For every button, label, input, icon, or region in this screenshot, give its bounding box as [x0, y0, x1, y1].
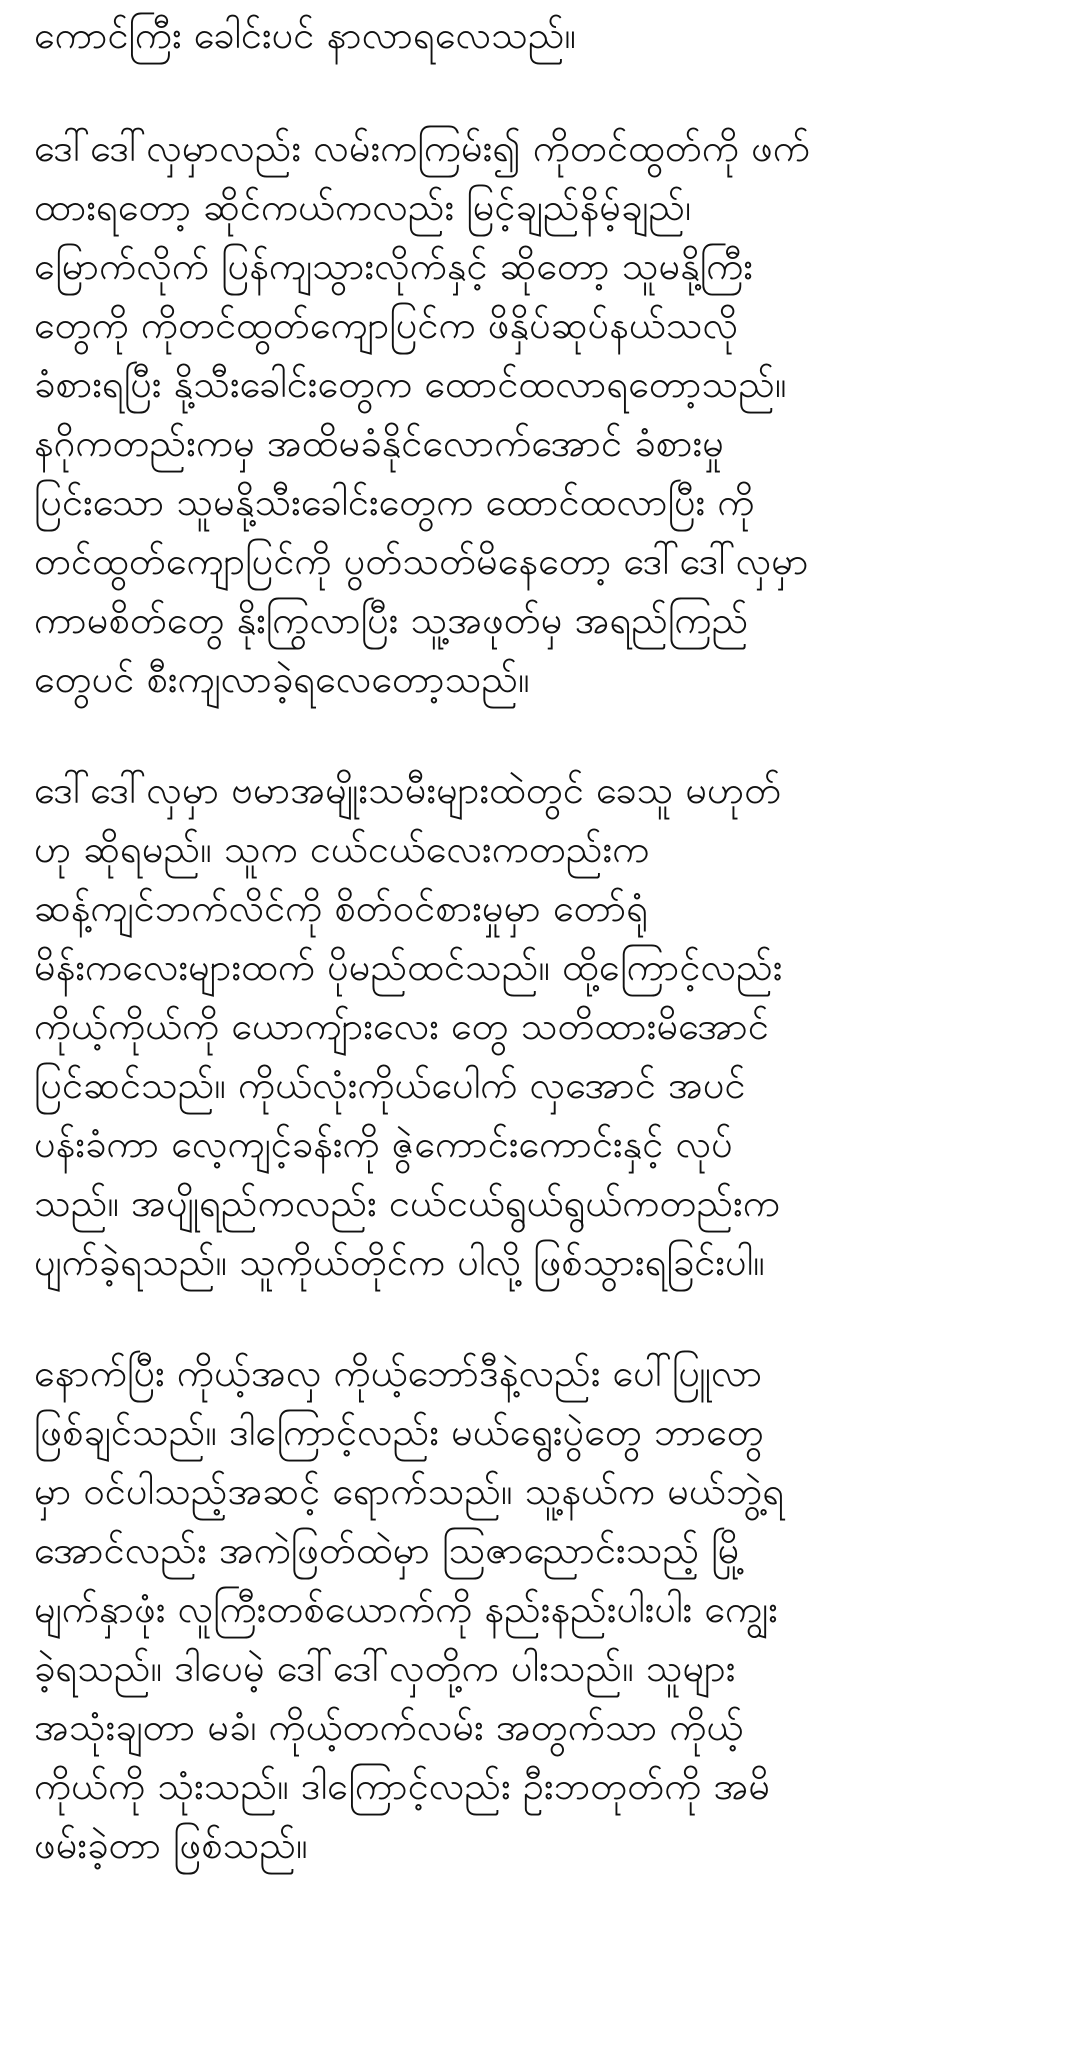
- paragraph-3: [34, 761, 1050, 1292]
- text-line: ပြင်ဆင်သည်။ ကိုယ်လုံးကိုယ်ပေါက် လှအောင် အပင်: [34, 1063, 746, 1107]
- text-line: ဖြစ်ချင်သည်။ ဒါကြောင့်လည်း မယ်ရွေးပွဲတွေ ဘာတွေ: [34, 1410, 764, 1454]
- paragraph-2: [34, 119, 1050, 709]
- text-line: ဟု ဆိုရမည်။ သူက ငယ်ငယ်လေးကတည်းက: [34, 827, 650, 871]
- text-line: မိန်းကလေးများထက် ပိုမည်ထင်သည်။ ထို့ကြောင့်လည်း: [34, 945, 783, 989]
- text-line: ကိုယ်ကို သုံးသည်။ ဒါကြောင့်လည်း ဦးဘတုတ်ကို အမိ: [34, 1764, 771, 1808]
- text-line: ကာမစိတ်တွေ နိုးကြွလာပြီး သူ့အဖုတ်မှ အရည်ကြည်: [34, 598, 749, 642]
- text-line: ပြင်းသော သူမနို့သီးခေါင်းတွေက ထောင်ထလာပြီး ကို: [34, 480, 755, 524]
- paragraph-4: [34, 1344, 1050, 1875]
- text-line: မှာ ဝင်ပါသည့်အဆင့် ရောက်သည်။ သူ့နယ်က မယ်ဘွဲ့ရ: [34, 1469, 785, 1513]
- text-line: တွေပင် စီးကျလာခဲ့ရလေတော့သည်။: [34, 657, 530, 701]
- text-line: ဖမ်းခဲ့တာ ဖြစ်သည်။: [34, 1823, 308, 1867]
- text-line: တင်ထွတ်ကျောပြင်ကို ပွတ်သတ်မိနေတော့ ဒေါ်ဒေါ်လှမှာ: [34, 539, 809, 583]
- text-line: အသုံးချတာ မခံ၊ ကိုယ့်တက်လမ်း အတွက်သာ ကိုယ့်: [34, 1705, 744, 1749]
- text-line: တွေကို ကိုတင်ထွတ်ကျောပြင်က ဖိနှိပ်ဆုပ်နယ်သလို: [34, 303, 739, 347]
- text-line: အောင်လည်း အကဲဖြတ်ထဲမှာ ဩဇာညောင်းသည့် မြို့: [34, 1528, 746, 1572]
- text-line: ဆန့်ကျင်ဘက်လိင်ကို စိတ်ဝင်စားမှုမှာ တော်ရုံ: [34, 886, 649, 930]
- text-line: မျက်နှာဖုံး လူကြီးတစ်ယောက်ကို နည်းနည်းပါးပါး ကျွေး: [34, 1587, 778, 1631]
- text-line: ကိုယ့်ကိုယ်ကို ယောကျ်ားလေး တွေ သတိထားမိအောင်: [34, 1004, 769, 1048]
- text-line: ခဲ့ရသည်။ ဒါပေမဲ့ ဒေါ်ဒေါ်လှတို့က ပါးသည်။ သူများ: [34, 1646, 736, 1690]
- text-line: မြောက်လိုက် ပြန်ကျသွားလိုက်နှင့် ဆိုတော့ သူမနို့ကြီး: [34, 244, 754, 288]
- text-line: နဂိုကတည်းကမှ အထိမခံနိုင်လောက်အောင် ခံစားမှု: [34, 421, 724, 465]
- text-line: ခံစားရပြီး နို့သီးခေါင်းတွေက ထောင်ထလာရတော့သည်။: [34, 362, 787, 406]
- paragraph-1: [34, 6, 1050, 65]
- text-line: ပန်းခံကာ လေ့ကျင့်ခန်းကို ဇွဲကောင်းကောင်းနှင့် လုပ်: [34, 1122, 733, 1166]
- text-line: ဒေါ်ဒေါ်လှမှာလည်း လမ်းကကြမ်း၍ ကိုတင်ထွတ်ကို ဖက်: [34, 126, 811, 170]
- text-line: ဒေါ်ဒေါ်လှမှာ ဗမာအမျိုးသမီးများထဲတွင် ခေသူ မဟုတ်: [34, 768, 782, 812]
- text-line: ထားရတော့ ဆိုင်ကယ်ကလည်း မြင့်ချည်နိမ့်ချည်၊: [34, 185, 692, 229]
- text-line: သည်။ အပျိုရည်ကလည်း ငယ်ငယ်ရွယ်ရွယ်ကတည်းက: [34, 1181, 781, 1225]
- text-line: နောက်ပြီး ကိုယ့်အလှ ကိုယ့်ဘော်ဒီနဲ့လည်း ပေါ်ပြူလာ: [34, 1351, 763, 1395]
- text-line: ပျက်ခဲ့ရသည်။ သူကိုယ်တိုင်က ပါလို့ ဖြစ်သွားရခြင်းပါ။: [34, 1240, 765, 1284]
- text-line: ကောင်ကြီး ခေါင်းပင် နာလာရလေသည်။: [34, 13, 577, 57]
